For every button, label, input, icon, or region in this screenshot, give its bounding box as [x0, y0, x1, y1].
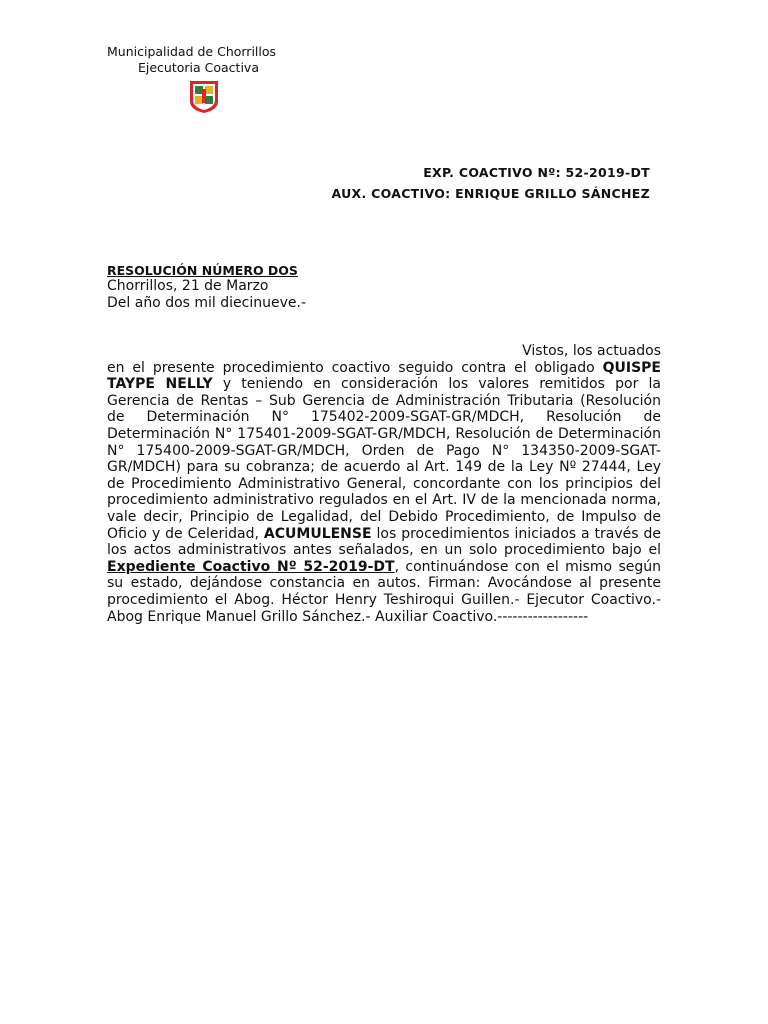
body-text-1: en el presente procedimiento coactivo seguido contra el obligado	[107, 359, 603, 376]
case-number: EXP. COACTIVO Nº: 52-2019-DT	[423, 165, 650, 180]
body-opening: Vistos, los actuados	[522, 343, 661, 359]
body-text-2: y teniendo en consideración los valores remitidos por la Gerencia de Rentas – Sub Gerencia de Administración Tributaria (Resolución de Determinación N° 175402-2009-SGAT-GR/MDCH, Resolución de Determinación N° 175401-2009-SGAT-GR/MDCH, Resolución de Determinación N° 175400-2009-SGAT-GR/MDCH, Orden de Pago N° 134350-2009-SGAT-GR/MDCH) para su cobranza; de acuerdo al Art. 149 de la Ley Nº 27444, Ley de Procedimiento Administrativo General, concordante con los principios del procedimiento administrativo regulados en el Art. IV de la mencionada norma, vale decir, Principio de Legalidad, del Debido Procedimiento, de Impulso de Oficio y de Celeridad,	[107, 376, 661, 542]
body-text-3: los procedimientos iniciados a través de los actos administrativos antes señalados, en un solo procedimiento bajo el	[107, 525, 661, 559]
resolution-title: RESOLUCIÓN NÚMERO DOS	[107, 263, 298, 278]
resolution-body	[107, 343, 661, 625]
org-name: Municipalidad de Chorrillos	[107, 44, 277, 59]
municipal-seal-icon	[188, 79, 220, 114]
accumulate-keyword: ACUMULENSE	[263, 525, 372, 542]
case-assistant: AUX. COACTIVO: ENRIQUE GRILLO SÁNCHEZ	[331, 186, 650, 201]
resolution-date: Chorrillos, 21 de Marzo	[107, 278, 269, 294]
obligor-name: QUISPE TAYPE NELLY	[107, 359, 661, 393]
body-text-4: , continuándose con el mismo según su estado, dejándose constancia en autos. Firman: Avocándose al presente procedimiento el Abog. Héctor Henry Teshiroqui Guillen.- Ejecutor Coactivo.- Abog Enrique Manuel Grillo Sánchez.- Auxiliar Coactivo.------------------	[107, 558, 661, 625]
resolution-year: Del año dos mil diecinueve.-	[107, 295, 307, 311]
org-department: Ejecutoria Coactiva	[138, 60, 259, 75]
case-reference: Expediente Coactivo Nº 52-2019-DT	[107, 558, 395, 575]
